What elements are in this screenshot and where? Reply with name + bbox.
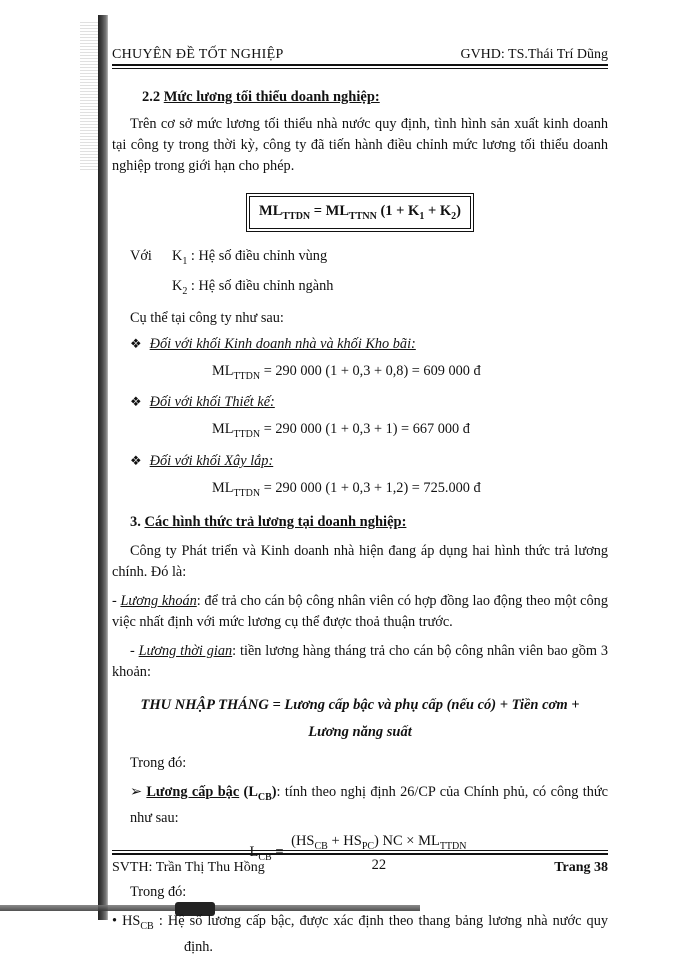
scan-shadow — [80, 20, 100, 170]
diamond-bullet-icon: ❖ — [130, 394, 142, 410]
footer-rule — [112, 853, 608, 855]
section-2-2-paragraph: Trên cơ sở mức lương tối thiểu nhà nước quy định, tình hình sản xuất kinh doanh tại công ty trong thời kỳ, công ty đã tiến hành điều chỉnh mức lương tối thiểu doanh nghiệp trong giới hạn cho phép. — [112, 116, 608, 174]
item-thiet-ke: ❖ Đối với khối Thiết kế: — [130, 394, 275, 411]
item-kinh-doanh: ❖ Đối với khối Kinh doanh nhà và khối Kho bãi: — [130, 335, 416, 352]
lcb-numerator: $(HS_{CB} + HS_{PC})$ NC × $ML_{TTDN}$ — [287, 833, 470, 855]
specific-intro: Cụ thể tại công ty như sau: — [130, 309, 284, 326]
bullet-icon: • — [112, 912, 118, 929]
binding-edge — [98, 15, 108, 920]
hs-cb-definition: • $HS_{CB}$ : Hệ số lương cấp bậc, được xác định theo thang bảng lương nhà nước quy định. — [112, 912, 608, 955]
calc-xay-lap: $ML_{TTDN} = 290$ 000 (1 + 0,3 + 1,2) = 725.000 đ — [212, 480, 481, 500]
lcb-denominator: 22 — [371, 856, 387, 873]
footer-author: SVTH: Trần Thị Thu Hồng — [112, 860, 265, 875]
header-title: CHUYÊN ĐỀ TỐT NGHIỆP — [112, 47, 284, 62]
formula-box — [112, 193, 608, 232]
page-number: Trang 38 — [554, 860, 608, 875]
calc-thiet-ke: $ML_{TTDN} = 290$ 000 (1 + 0,3 + 1) = 667 000 đ — [212, 421, 470, 441]
item-xay-lap: ❖ Đối với khối Xây lắp: — [130, 453, 274, 470]
heading-text: Mức lương tối thiểu doanh nghiệp: — [163, 89, 380, 105]
lcb-formula: $L_{CB}$ = $\frac{(HS_{CB} + HS_{PC}) NC \times ML_{TTDN}}{22}$ — [112, 833, 608, 874]
luong-thoi-gian-paragraph: - Lương thời gian: tiền lương hàng tháng trả cho cán bộ công nhân viên bao gồm 3 khoản: — [112, 643, 608, 681]
k1-definition: Với $K_1$ : Hệ số điều chỉnh vùng — [130, 247, 328, 267]
section-3-heading: 3. Các hình thức trả lương tại doanh nghiệp: — [130, 514, 407, 531]
diamond-bullet-icon: ❖ — [130, 335, 142, 351]
k2-definition: $K_2$ : Hệ số điều chỉnh ngành — [172, 277, 334, 297]
income-formula-line1: THU NHẬP THÁNG = Lương cấp bậc và phụ cấp (nếu có) + Tiền cơm + — [140, 697, 580, 714]
header-supervisor: GVHD: TS.Thái Trí Dũng — [460, 47, 608, 62]
page-body — [112, 72, 608, 958]
income-formula-line2: Lương năng suất — [308, 724, 412, 741]
arrow-bullet-icon: ➢ — [130, 784, 142, 801]
page-header — [112, 45, 608, 65]
minimum-wage-formula: $ML_{TTDN} = ML_{TTNN}$ $(1 + K_1 + K_2)$ — [249, 196, 471, 229]
section-3-paragraph: Công ty Phát triển và Kinh doanh nhà hiện đang áp dụng hai hình thức trả lương chính. Đó là: — [112, 543, 608, 581]
header-rule — [112, 64, 608, 66]
heading-number: 2.2 — [142, 89, 161, 105]
trong-do-1: Trong đó: — [130, 755, 187, 772]
luong-khoan-paragraph: - Lương khoán: để trả cho cán bộ công nhân viên có hợp đồng lao động theo một công việc nhất định với mức lương cụ thể được thoả thuận trước. — [112, 593, 608, 631]
trong-do-2: Trong đó: — [130, 883, 187, 900]
diamond-bullet-icon: ❖ — [130, 453, 142, 469]
section-2-2-heading — [112, 87, 608, 108]
calc-kinh-doanh: $ML_{TTDN} = 290$ 000 (1 + 0,3 + 0,8) = 609 000 đ — [212, 362, 481, 382]
luong-cap-bac-paragraph: ➢ Lương cấp bậc $(L_{CB})$: tính theo nghị định 26/CP của Chính phủ, có công thức như sau: — [130, 784, 608, 827]
header-rule-thin — [112, 68, 608, 69]
footer-rule-thin — [112, 850, 608, 851]
